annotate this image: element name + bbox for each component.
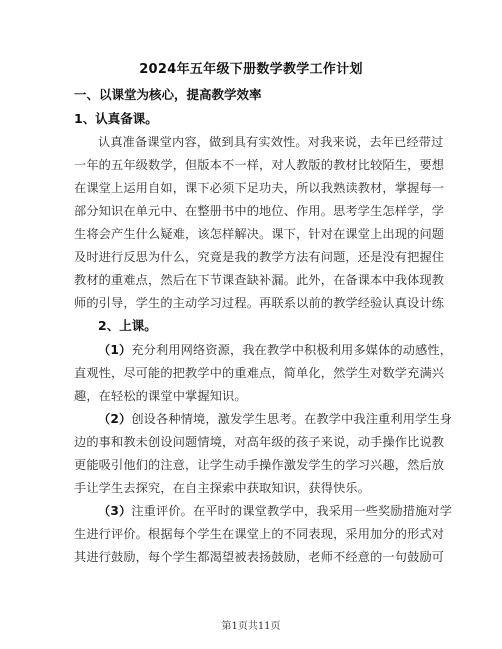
item-text: 充分利用网络资源，我在教学中积极利用多媒体的动感性， bbox=[131, 343, 453, 357]
text-line bbox=[98, 503, 452, 519]
text-line: 在课堂上运用自如，课下必须下足功夫，所以我熟读教材，掌握每一 bbox=[74, 181, 445, 195]
text-line: 其进行鼓励，每个学生都渴望被表扬鼓励，老师不经意的一句鼓励可 bbox=[74, 550, 445, 564]
item-text: 注重评价。在平时的课堂教学中，我采用一些奖励措施对学 bbox=[131, 504, 453, 518]
subsection-heading-class: 2、上课。 bbox=[98, 318, 157, 333]
subsection-heading-prepare: 1、认真备课。 bbox=[74, 111, 158, 126]
text-line: 手让学生去探究，在自主探索中获取知识，获得快乐。 bbox=[74, 481, 371, 495]
text-line: 部分知识在单元中、在整册书中的地位、作用。思考学生怎样学，学 bbox=[74, 204, 445, 218]
text-line: 边的事和教未创设问题情境，对高年级的孩子来说，动手操作比说教 bbox=[74, 435, 445, 449]
text-line: 教材的重难点，然后在下节课查缺补漏。此外，在备课本中我体现教 bbox=[74, 273, 445, 287]
text-line bbox=[98, 411, 452, 427]
text-line: 一年的五年级数学，但版本不一样，对人教版的教材比较陌生，要想 bbox=[74, 158, 445, 172]
item-text: 创设各种情境，激发学生思考。在教学中我注重利用学生身 bbox=[131, 412, 453, 426]
text-line: 认真准备课堂内容，做到具有实效性。对我来说，去年已经带过 bbox=[98, 135, 444, 149]
item-number: （2） bbox=[98, 412, 132, 426]
text-line: 及时进行反思为什么，究竟是我的教学方法有问题，还是没有把握住 bbox=[74, 250, 445, 264]
text-line: 直观性，尽可能的把教学中的重难点，简单化，然学生对数学充满兴 bbox=[74, 366, 445, 380]
text-line: 趣，在轻松的课堂中掌握知识。 bbox=[74, 389, 247, 403]
item-number: （3） bbox=[98, 504, 132, 518]
text-line: 生进行评价。根据每个学生在课堂上的不同表现，采用加分的形式对 bbox=[74, 527, 445, 541]
text-line: 更能吸引他们的注意，让学生动手操作激发学生的学习兴趣，然后放 bbox=[74, 458, 445, 472]
text-line: 生将会产生什么疑难，该怎样解决。课下，针对在课堂上出现的问题 bbox=[74, 227, 445, 241]
text-line: 师的引导，学生的主动学习过程。再联系以前的教学经验认真设计练 bbox=[74, 296, 445, 310]
page-title: 2024年五年级下册数学教学工作计划 bbox=[139, 62, 363, 77]
text-line bbox=[98, 342, 452, 358]
section-heading-1: 一、以课堂为核心，提高教学效率 bbox=[74, 87, 262, 102]
page-number: 第1页共11页 bbox=[221, 621, 281, 632]
item-number: （1） bbox=[98, 343, 132, 357]
